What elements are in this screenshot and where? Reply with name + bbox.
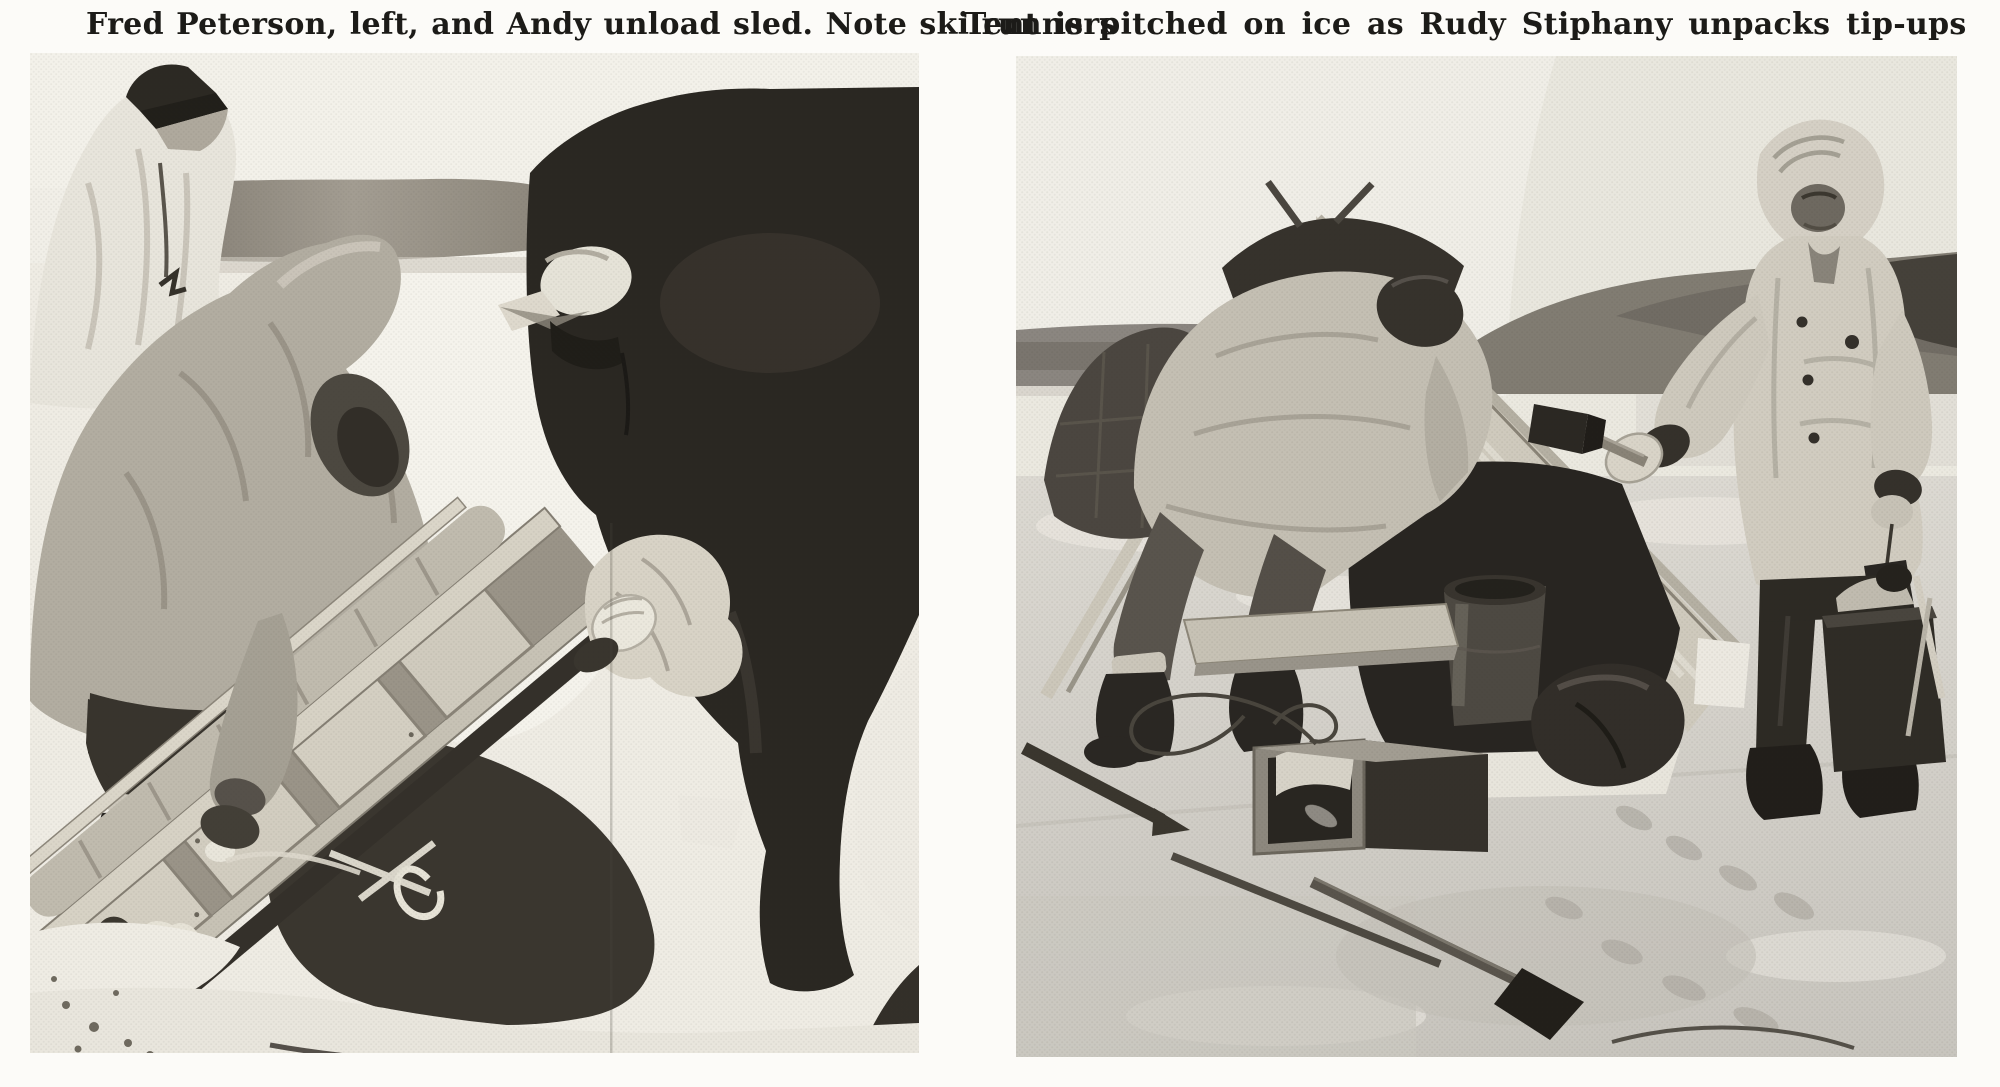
photo-right [1016,56,1957,1057]
caption-right: Tent is pitched on ice as Rudy Stiphany unpacks tip-ups [964,7,1967,42]
caption-left: Fred Peterson, left, and Andy unload sled. Note ski runners [86,7,1117,42]
halftone-overlay [30,53,919,1053]
photo-left [30,53,919,1053]
halftone-overlay [1016,56,1957,1057]
photo-right-art [1016,56,1957,1057]
photo-left-art [30,53,919,1053]
